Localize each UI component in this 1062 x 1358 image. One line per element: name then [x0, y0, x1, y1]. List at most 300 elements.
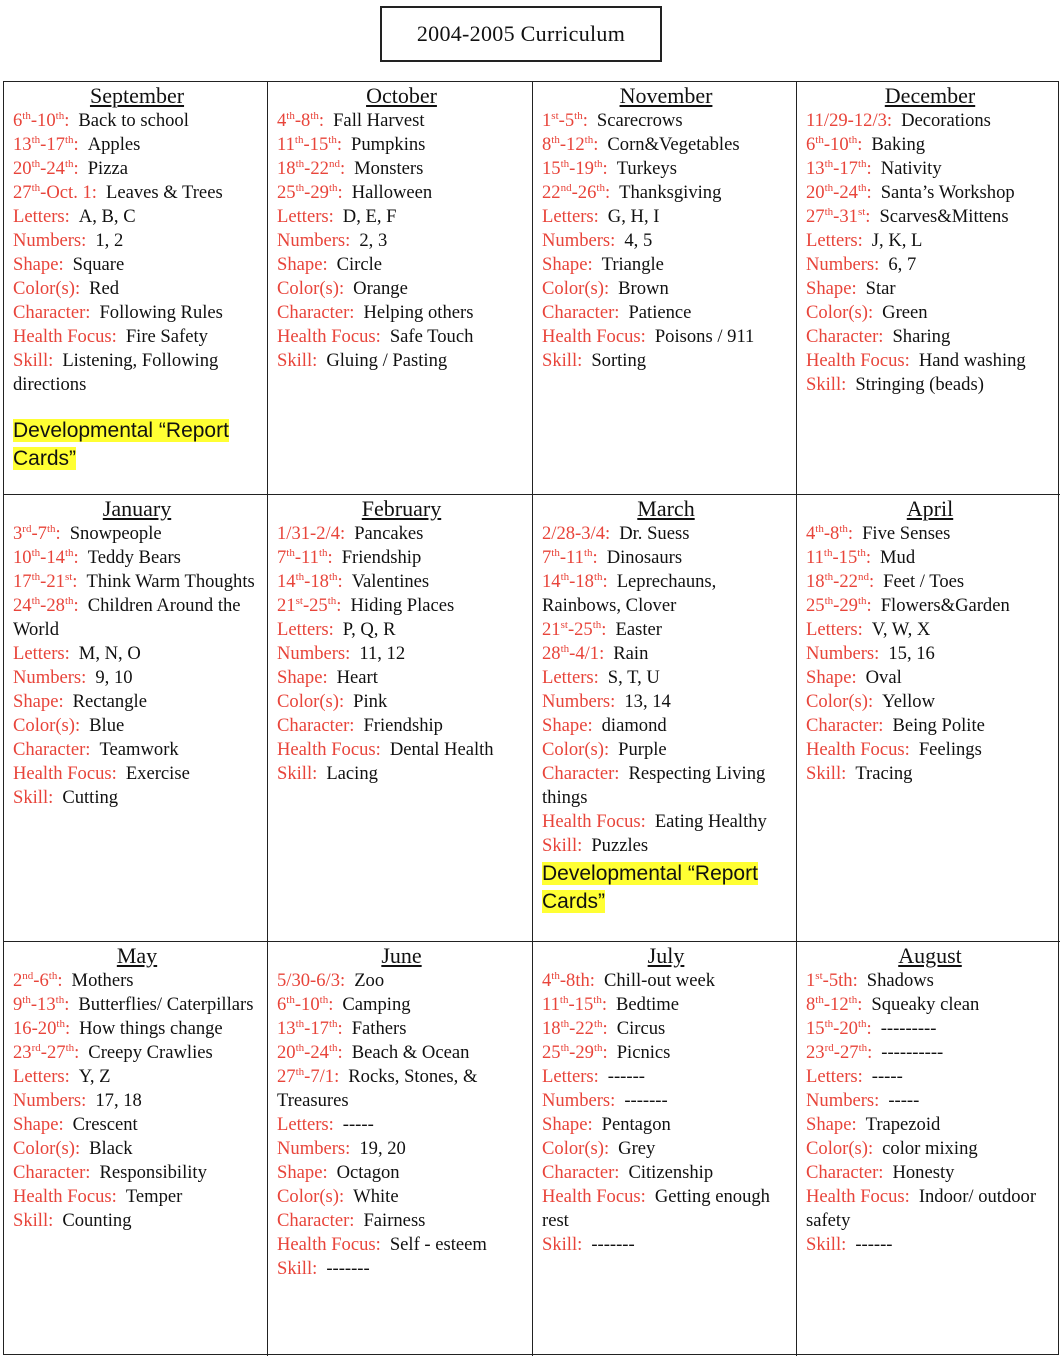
- field-value: Puzzles: [591, 835, 649, 856]
- field-value: Oval: [865, 667, 902, 688]
- field-label: Health Focus:: [806, 350, 910, 371]
- field-numbers: [277, 1137, 526, 1161]
- week-dates: [542, 1042, 608, 1063]
- field-value: ------: [607, 1066, 645, 1087]
- date-part: :: [866, 595, 872, 616]
- date-part: 6: [13, 110, 23, 131]
- week-theme: [13, 522, 261, 546]
- week-theme: [542, 642, 790, 666]
- field-label: Health Focus:: [13, 326, 117, 347]
- date-ordinal-suffix: th: [858, 1041, 868, 1054]
- field-label: Skill:: [277, 350, 318, 371]
- month-heading: May: [116, 943, 158, 968]
- date-part: 3: [13, 523, 23, 544]
- date-ordinal-suffix: th: [583, 546, 593, 559]
- field-letters: [277, 205, 526, 229]
- month-cell-january: [4, 495, 268, 942]
- field-label: Color(s):: [806, 1138, 874, 1159]
- date-part: :: [602, 1042, 608, 1063]
- date-part: 23: [806, 1042, 825, 1063]
- month-cell-october: [268, 82, 533, 495]
- date-part: -Oct. 1:: [40, 182, 97, 203]
- date-part: -12: [823, 994, 849, 1015]
- date-part: -22: [833, 571, 858, 592]
- month-cell-september: [4, 82, 268, 495]
- field-skill: [277, 762, 526, 786]
- field-label: Character:: [13, 1162, 91, 1183]
- date-ordinal-suffix: th: [31, 546, 41, 559]
- month-heading: September: [89, 83, 185, 108]
- field-label: Shape:: [277, 1162, 328, 1183]
- date-part: -15: [568, 994, 594, 1015]
- field-label: Numbers:: [806, 254, 880, 275]
- date-part: :: [867, 1042, 873, 1063]
- week-topic: Scarecrows: [596, 110, 683, 131]
- week-topic: Rain: [613, 643, 649, 664]
- date-part: 4: [542, 970, 552, 991]
- date-ordinal-suffix: st: [64, 570, 73, 583]
- week-theme: [806, 570, 1054, 594]
- date-part: :: [73, 134, 79, 155]
- week-dates: [806, 547, 871, 568]
- week-theme: [542, 546, 790, 570]
- week-dates: [13, 158, 79, 179]
- date-part: 11/29-12/3:: [806, 110, 893, 131]
- week-topic: Leprechauns, Rainbows, Clover: [542, 571, 717, 616]
- week-topic: Circus: [616, 1018, 666, 1039]
- week-theme: [806, 594, 1054, 618]
- field-label: Color(s):: [542, 739, 610, 760]
- week-theme: [542, 157, 790, 181]
- field-value: -------: [624, 1090, 668, 1111]
- date-ordinal-suffix: th: [328, 1041, 338, 1054]
- field-color-s: [806, 690, 1054, 714]
- date-ordinal-suffix: th: [286, 993, 295, 1006]
- month-heading: June: [381, 943, 422, 968]
- field-skill: [542, 349, 790, 373]
- field-label: Letters:: [13, 1066, 70, 1087]
- curriculum-title: 2004-2005 Curriculum: [380, 6, 662, 62]
- field-value: Counting: [62, 1210, 132, 1231]
- date-part: :: [64, 110, 70, 131]
- field-shape: [277, 1161, 526, 1185]
- date-part: 27: [13, 182, 32, 203]
- field-value: Sharing: [892, 326, 951, 347]
- field-value: Getting enough rest: [542, 1186, 770, 1231]
- field-label: Color(s):: [277, 278, 345, 299]
- date-part: 17: [13, 571, 32, 592]
- field-label: Shape:: [806, 278, 857, 299]
- date-ordinal-suffix: th: [328, 133, 337, 146]
- week-topic: Five Senses: [862, 523, 951, 544]
- week-topic: Rocks, Stones, & Treasures: [277, 1066, 478, 1111]
- date-ordinal-suffix: th: [593, 157, 603, 170]
- date-ordinal-suffix: nd: [857, 570, 869, 583]
- field-value: Cutting: [62, 787, 119, 808]
- date-part: :: [337, 1018, 343, 1039]
- week-topic: Flowers&Garden: [880, 595, 1010, 616]
- date-ordinal-suffix: th: [55, 993, 65, 1006]
- date-part: 15: [542, 158, 561, 179]
- field-letters: [542, 1065, 790, 1089]
- field-label: Health Focus:: [542, 1186, 646, 1207]
- field-numbers: [542, 229, 790, 253]
- date-part: -17: [833, 158, 858, 179]
- date-part: -31: [833, 206, 858, 227]
- month-heading: April: [906, 496, 954, 521]
- date-part: 20: [806, 182, 825, 203]
- date-part: 13: [13, 134, 32, 155]
- date-ordinal-suffix: th: [596, 181, 605, 194]
- field-label: Skill:: [277, 763, 318, 784]
- field-numbers: [13, 229, 261, 253]
- field-label: Letters:: [277, 206, 334, 227]
- date-part: 7: [277, 547, 287, 568]
- field-letters: [806, 229, 1054, 253]
- week-topic: Leaves & Trees: [105, 182, 223, 203]
- field-value: Heart: [336, 667, 378, 688]
- week-topic: Easter: [615, 619, 662, 640]
- date-part: 6: [277, 994, 287, 1015]
- date-ordinal-suffix: th: [286, 546, 295, 559]
- field-value: 17, 18: [95, 1090, 142, 1111]
- month-cell-march: [533, 495, 797, 942]
- date-part: :: [857, 994, 863, 1015]
- date-ordinal-suffix: th: [295, 157, 305, 170]
- date-ordinal-suffix: th: [857, 157, 867, 170]
- date-part: -27: [833, 1042, 859, 1063]
- field-numbers: [277, 229, 526, 253]
- date-part: -24: [833, 182, 858, 203]
- week-dates: [277, 1042, 343, 1063]
- field-value: Triangle: [601, 254, 664, 275]
- date-part: :: [55, 523, 61, 544]
- field-value: 19, 20: [359, 1138, 406, 1159]
- field-shape: [806, 277, 1054, 301]
- field-value: Black: [89, 1138, 133, 1159]
- week-theme: [542, 1017, 790, 1041]
- field-value: ------: [855, 1234, 893, 1255]
- field-value: Octagon: [336, 1162, 400, 1183]
- date-part: 1/31-2/4:: [277, 523, 346, 544]
- field-shape: [13, 253, 261, 277]
- field-health-focus: [806, 1185, 1054, 1233]
- date-ordinal-suffix: st: [815, 969, 823, 982]
- date-part: 22: [542, 182, 561, 203]
- date-ordinal-suffix: th: [824, 570, 834, 583]
- week-theme: [806, 181, 1054, 205]
- date-part: -11: [294, 547, 319, 568]
- week-theme: [542, 181, 790, 205]
- field-color-s: [277, 1185, 526, 1209]
- week-dates: [13, 523, 61, 544]
- field-value: Sorting: [591, 350, 647, 371]
- field-label: Skill:: [806, 374, 847, 395]
- field-label: Color(s):: [806, 302, 874, 323]
- week-topic: Turkeys: [616, 158, 677, 179]
- field-label: Shape:: [542, 715, 593, 736]
- date-ordinal-suffix: th: [592, 618, 602, 631]
- field-value: Blue: [89, 715, 125, 736]
- field-label: Shape:: [13, 691, 64, 712]
- week-dates: [542, 994, 607, 1015]
- date-part: :: [592, 547, 598, 568]
- month-cell-july: [533, 942, 797, 1356]
- field-label: Shape:: [13, 1114, 64, 1135]
- field-label: Numbers:: [806, 1090, 880, 1111]
- field-label: Shape:: [542, 1114, 593, 1135]
- field-color-s: [542, 277, 790, 301]
- week-theme: [277, 1017, 526, 1041]
- week-topic: How things change: [79, 1018, 223, 1039]
- date-part: 1: [806, 970, 816, 991]
- week-dates: [277, 994, 333, 1015]
- field-value: Crescent: [72, 1114, 138, 1135]
- week-dates: [806, 206, 870, 227]
- week-dates: [277, 1066, 339, 1087]
- field-label: Color(s):: [13, 1138, 81, 1159]
- week-theme: [13, 157, 261, 181]
- week-topic: Mud: [880, 547, 916, 568]
- field-value: Being Polite: [892, 715, 985, 736]
- date-ordinal-suffix: th: [815, 993, 824, 1006]
- field-value: Exercise: [125, 763, 190, 784]
- field-value: Pentagon: [601, 1114, 671, 1135]
- field-label: Shape:: [806, 1114, 857, 1135]
- field-value: -------: [326, 1258, 370, 1279]
- date-part: 18: [542, 1018, 561, 1039]
- field-skill: [542, 1233, 790, 1257]
- date-part: -29: [569, 1042, 594, 1063]
- week-dates: [277, 547, 333, 568]
- date-ordinal-suffix: th: [31, 133, 41, 146]
- date-part: :: [865, 206, 871, 227]
- week-dates: [277, 571, 343, 592]
- date-part: -18: [569, 571, 594, 592]
- week-dates: [542, 110, 588, 131]
- field-health-focus: [806, 738, 1054, 762]
- field-label: Color(s):: [542, 1138, 610, 1159]
- date-part: 2/28-3/4:: [542, 523, 611, 544]
- week-topic: Children Around the World: [13, 595, 241, 640]
- week-dates: [277, 158, 345, 179]
- field-label: Character:: [277, 1210, 355, 1231]
- date-part: :: [866, 182, 872, 203]
- date-part: :: [602, 1018, 608, 1039]
- week-dates: [13, 1018, 70, 1039]
- month-cell-december: [797, 82, 1060, 495]
- field-label: Character:: [542, 302, 620, 323]
- date-ordinal-suffix: th: [318, 546, 328, 559]
- date-part: 16-20: [13, 1018, 57, 1039]
- field-label: Shape:: [277, 254, 328, 275]
- week-theme: [542, 109, 790, 133]
- week-theme: [13, 109, 261, 133]
- field-label: Numbers:: [13, 1090, 87, 1111]
- week-topic: Apples: [87, 134, 141, 155]
- date-part: 15: [806, 1018, 825, 1039]
- date-part: :: [74, 1042, 80, 1063]
- field-label: Skill:: [13, 350, 54, 371]
- month-cell-april: [797, 495, 1060, 942]
- month-heading: March: [637, 496, 695, 521]
- week-dates: [277, 595, 341, 616]
- date-part: 8: [806, 994, 816, 1015]
- date-ordinal-suffix: th: [295, 570, 305, 583]
- week-topic: Scarves&Mittens: [879, 206, 1009, 227]
- field-color-s: [13, 277, 261, 301]
- week-topic: Feet / Toes: [883, 571, 965, 592]
- date-part: :: [604, 182, 611, 203]
- field-label: Letters:: [806, 1066, 863, 1087]
- field-label: Letters:: [13, 643, 70, 664]
- field-value: Citizenship: [628, 1162, 714, 1183]
- field-character: [806, 1161, 1054, 1185]
- week-topic: Corn&Vegetables: [607, 134, 740, 155]
- field-health-focus: [13, 762, 261, 786]
- week-theme: [277, 594, 526, 618]
- week-topic: Pancakes: [354, 523, 424, 544]
- date-part: :: [866, 1018, 872, 1039]
- week-topic: Beach & Ocean: [351, 1042, 470, 1063]
- field-label: Character:: [806, 1162, 884, 1183]
- field-label: Character:: [277, 715, 355, 736]
- date-part: :: [847, 523, 854, 544]
- week-dates: [13, 110, 69, 131]
- field-label: Letters:: [806, 230, 863, 251]
- date-part: :: [73, 595, 79, 616]
- week-theme: [806, 133, 1054, 157]
- field-letters: [13, 205, 261, 229]
- date-part: :: [857, 134, 863, 155]
- field-skill: [13, 786, 261, 810]
- date-ordinal-suffix: th: [593, 1017, 603, 1030]
- field-value: Fairness: [363, 1210, 426, 1231]
- field-label: Numbers:: [542, 691, 616, 712]
- field-letters: [806, 618, 1054, 642]
- week-topic: Teddy Bears: [87, 547, 181, 568]
- field-label: Character:: [806, 326, 884, 347]
- date-part: :: [72, 571, 78, 592]
- field-color-s: [13, 714, 261, 738]
- field-value: Trapezoid: [865, 1114, 941, 1135]
- date-ordinal-suffix: th: [584, 133, 594, 146]
- week-dates: [13, 547, 79, 568]
- field-shape: [277, 253, 526, 277]
- field-value: Following Rules: [99, 302, 223, 323]
- field-label: Health Focus:: [277, 1234, 381, 1255]
- week-theme: [13, 969, 261, 993]
- date-part: 13: [806, 158, 825, 179]
- field-value: Teamwork: [99, 739, 179, 760]
- field-health-focus: [13, 1185, 261, 1209]
- date-part: -25: [567, 619, 593, 640]
- date-ordinal-suffix: th: [327, 594, 337, 607]
- field-value: Pink: [353, 691, 388, 712]
- date-ordinal-suffix: th: [22, 993, 31, 1006]
- week-topic: Back to school: [78, 110, 189, 131]
- date-part: :: [337, 1042, 343, 1063]
- field-label: Numbers:: [277, 643, 351, 664]
- field-color-s: [13, 1137, 261, 1161]
- week-theme: [277, 133, 526, 157]
- field-value: Red: [89, 278, 120, 299]
- date-part: -8: [294, 110, 311, 131]
- date-part: -29: [833, 595, 858, 616]
- date-ordinal-suffix: th: [824, 181, 834, 194]
- field-value: -----: [888, 1090, 920, 1111]
- month-heading: January: [102, 496, 172, 521]
- field-health-focus: [277, 738, 526, 762]
- date-part: -10: [823, 134, 849, 155]
- field-value: color mixing: [882, 1138, 978, 1159]
- week-theme: [277, 969, 526, 993]
- date-part: -5: [558, 110, 575, 131]
- date-part: :: [336, 134, 342, 155]
- date-part: 13: [277, 1018, 296, 1039]
- date-ordinal-suffix: th: [824, 157, 834, 170]
- field-health-focus: [542, 325, 790, 349]
- date-ordinal-suffix: th: [560, 1041, 570, 1054]
- field-label: Numbers:: [13, 667, 87, 688]
- date-part: -11: [559, 547, 584, 568]
- field-label: Skill:: [13, 1210, 54, 1231]
- date-ordinal-suffix: th: [55, 109, 65, 122]
- date-ordinal-suffix: th: [551, 133, 560, 146]
- date-part: -24: [304, 1042, 329, 1063]
- field-color-s: [806, 301, 1054, 325]
- week-dates: [806, 134, 862, 155]
- field-label: Numbers:: [13, 230, 87, 251]
- month-cell-november: [533, 82, 797, 495]
- date-ordinal-suffix: th: [560, 642, 570, 655]
- date-part: -7/1:: [304, 1066, 340, 1087]
- date-part: -22: [304, 158, 329, 179]
- week-topic: Pizza: [87, 158, 128, 179]
- date-part: -18: [304, 571, 329, 592]
- field-health-focus: [277, 1233, 526, 1257]
- week-theme: [277, 522, 526, 546]
- week-dates: [806, 182, 872, 203]
- week-dates: [542, 158, 608, 179]
- report-cards-highlight: Developmental “Report Cards”: [542, 862, 758, 913]
- field-label: Character:: [13, 302, 91, 323]
- field-letters: [277, 1113, 526, 1137]
- field-shape: [806, 1113, 1054, 1137]
- date-ordinal-suffix: th: [294, 133, 304, 146]
- week-dates: [542, 182, 610, 203]
- date-part: -17: [304, 1018, 329, 1039]
- date-part: 21: [277, 595, 296, 616]
- field-value: Hand washing: [918, 350, 1026, 371]
- date-part: 2: [13, 970, 23, 991]
- field-value: Gluing / Pasting: [326, 350, 448, 371]
- date-ordinal-suffix: th: [559, 993, 569, 1006]
- week-topic: Nativity: [880, 158, 942, 179]
- field-value: Honesty: [892, 1162, 955, 1183]
- date-ordinal-suffix: th: [65, 1041, 75, 1054]
- field-skill: [277, 1257, 526, 1281]
- date-ordinal-suffix: th: [848, 993, 858, 1006]
- week-dates: [806, 994, 862, 1015]
- field-character: [277, 714, 526, 738]
- date-part: :: [868, 571, 875, 592]
- date-part: :: [602, 571, 608, 592]
- date-part: 28: [542, 643, 561, 664]
- date-part: -27: [40, 1042, 66, 1063]
- field-value: Self - esteem: [389, 1234, 487, 1255]
- field-value: -----: [342, 1114, 374, 1135]
